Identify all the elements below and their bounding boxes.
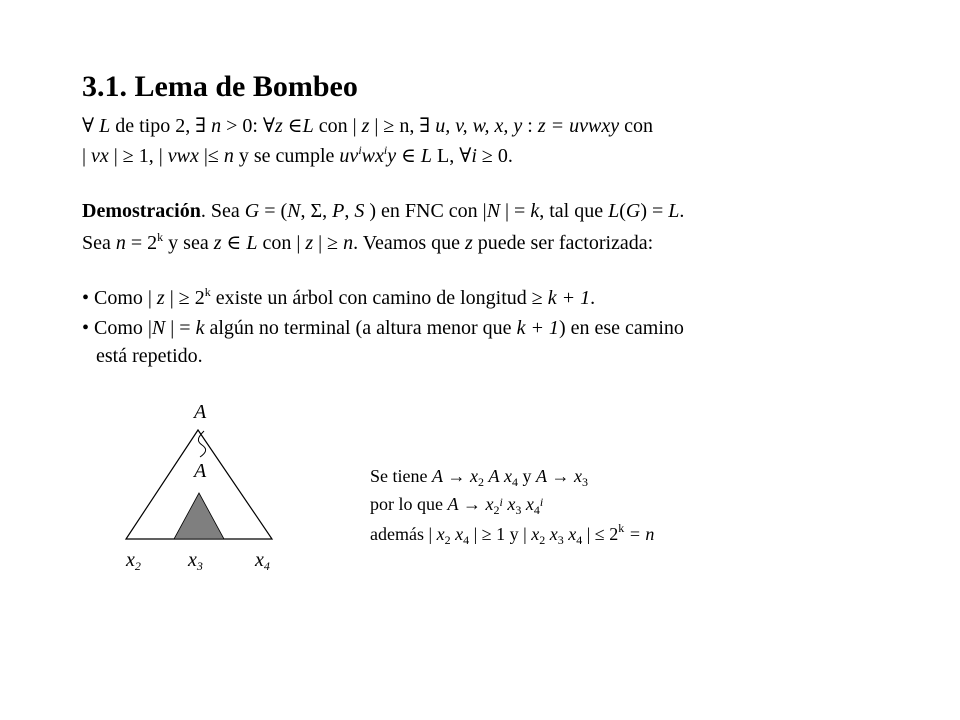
- tree-root-label: A: [194, 401, 207, 423]
- tree-repeated-label: A: [194, 460, 207, 482]
- bullet-icon: •: [82, 317, 90, 339]
- bullet-item-2-continuation: está repetido.: [96, 345, 203, 367]
- lemma-statement-line-2: | vx | ≥ 1, | vwx |≤ n y se cumple $uv^iwx^iy$ ∈ L L, ∀i ≥ 0.: [82, 143, 513, 167]
- lemma-statement-line-1: ∀ L de tipo 2, ∃ n > 0: ∀z ∈L con | z | ≥ n, ∃ u, v, w, x, y : z = uvwxy con: [82, 115, 653, 137]
- tree-leaf-x2: $x_2$: [126, 549, 141, 573]
- explanation-line-2: por lo que $A \to x_{2^i}$ $x_3$ $x_{4^i}$: [370, 494, 544, 517]
- proof-heading: Demostración: [82, 200, 201, 222]
- bullet-item-2: • Como |N | = k algún no terminal (a altura menor que k + 1) en ese camino: [82, 317, 684, 339]
- explanation-line-3: además | $x_2$ $x_4$ | ≥ 1 y | $x_2$ $x_3$ $x_4$ | ≤ $2^k = n$: [370, 521, 655, 547]
- proof-line-1: Demostración. Sea G = (N, Σ, P, S ) en FNC con |N | = k, tal que L(G) = L.: [82, 200, 685, 222]
- tree-leaf-x4: $x_4$: [255, 549, 270, 573]
- proof-line-2: Sea $n = 2^k$ y sea z ∈ L con | z | ≥ n. Veamos que z puede ser factorizada:: [82, 230, 654, 254]
- inner-subtree-triangle: [174, 493, 224, 539]
- page-title: 3.1. Lema de Bombeo: [82, 70, 358, 103]
- explanation-line-1: Se tiene $A \to x_2$ A $x_4$ y $A \to x_3$: [370, 466, 588, 489]
- tree-leaf-x3: $x_3$: [188, 549, 203, 573]
- bullet-item-1: • Como | z | ≥ 2$^k$ existe un árbol con camino de longitud ≥ k + 1.: [82, 285, 596, 309]
- bullet-icon: •: [82, 287, 90, 309]
